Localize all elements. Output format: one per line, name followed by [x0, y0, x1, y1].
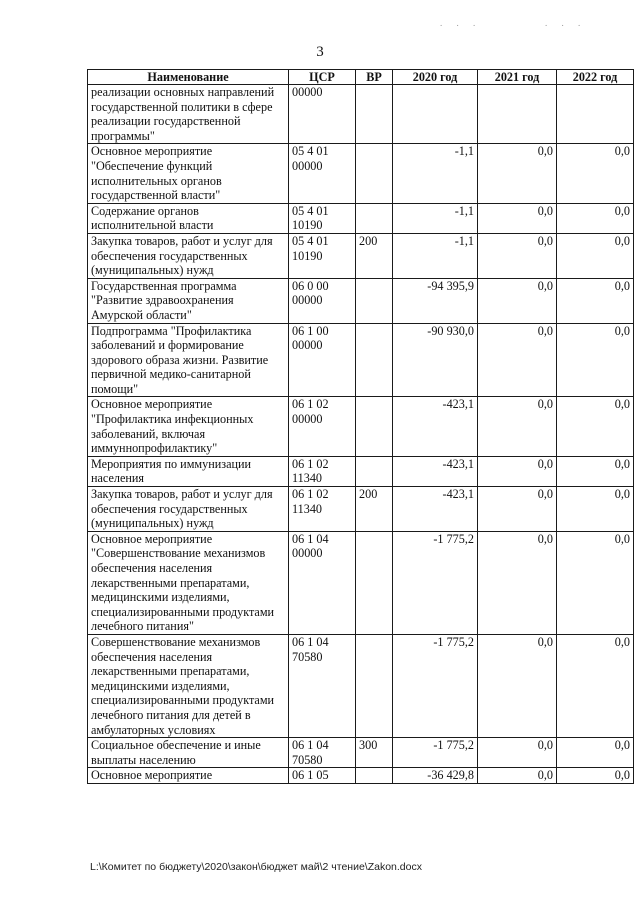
row-2022: 0,0: [557, 323, 634, 397]
row-csr: 06 0 00 00000: [289, 278, 356, 323]
row-2021: 0,0: [478, 634, 557, 737]
row-csr: 05 4 01 00000: [289, 144, 356, 203]
table-header-row: [88, 70, 634, 85]
row-vr: 300: [356, 738, 393, 768]
row-vr: [356, 397, 393, 456]
row-csr: 05 4 01 10190: [289, 203, 356, 233]
row-2020: -1,1: [393, 203, 478, 233]
table-row: [88, 634, 634, 737]
row-name: реализации основных направлений государственной политики в сфере реализации государственной программы": [88, 85, 289, 144]
row-name: Закупка товаров, работ и услуг для обеспечения государственных (муниципальных) нужд: [88, 233, 289, 278]
row-2021: 0,0: [478, 738, 557, 768]
row-csr: 06 1 05: [289, 768, 356, 784]
row-csr: 06 1 04 70580: [289, 738, 356, 768]
row-csr: 00000: [289, 85, 356, 144]
row-2020: -1,1: [393, 233, 478, 278]
row-2021: 0,0: [478, 487, 557, 532]
row-2021: 0,0: [478, 203, 557, 233]
row-2022: 0,0: [557, 144, 634, 203]
table-row: [88, 85, 634, 144]
table-row: [88, 233, 634, 278]
row-2021: 0,0: [478, 323, 557, 397]
column-header-vr: ВР: [356, 70, 393, 85]
table-row: [88, 456, 634, 486]
row-2020: -423,1: [393, 456, 478, 486]
budget-table: [87, 69, 634, 784]
row-csr: 06 1 00 00000: [289, 323, 356, 397]
row-vr: [356, 531, 393, 634]
row-name: Мероприятия по иммунизации населения: [88, 456, 289, 486]
column-header-2021: 2021 год: [478, 70, 557, 85]
table-row: [88, 487, 634, 532]
row-2020: -90 930,0: [393, 323, 478, 397]
row-csr: 06 1 02 11340: [289, 487, 356, 532]
row-2022: 0,0: [557, 531, 634, 634]
row-2020: -1,1: [393, 144, 478, 203]
row-2020: -1 775,2: [393, 738, 478, 768]
row-vr: [356, 634, 393, 737]
row-vr: [356, 278, 393, 323]
row-vr: 200: [356, 233, 393, 278]
row-csr: 06 1 02 11340: [289, 456, 356, 486]
row-2020: -94 395,9: [393, 278, 478, 323]
column-header-2022: 2022 год: [557, 70, 634, 85]
row-2022: 0,0: [557, 738, 634, 768]
scan-speck: . . .: [440, 18, 482, 28]
row-vr: [356, 456, 393, 486]
row-name: Основное мероприятие: [88, 768, 289, 784]
row-vr: [356, 323, 393, 397]
row-2020: -1 775,2: [393, 531, 478, 634]
row-2022: [557, 85, 634, 144]
row-2022: 0,0: [557, 768, 634, 784]
row-vr: [356, 85, 393, 144]
row-name: Основное мероприятие "Совершенствование механизмов обеспечения населения лекарственными препаратами, медицинскими изделиями, специализированными продуктами лечебного питания": [88, 531, 289, 634]
row-2022: 0,0: [557, 397, 634, 456]
row-name: Содержание органов исполнительной власти: [88, 203, 289, 233]
row-csr: 06 1 02 00000: [289, 397, 356, 456]
row-2020: -36 429,8: [393, 768, 478, 784]
row-name: Социальное обеспечение и иные выплаты населению: [88, 738, 289, 768]
row-name: Совершенствование механизмов обеспечения населения лекарственными препаратами, медицинскими изделиями, специализированными продуктами лечебного питания для детей в амбулаторных условиях: [88, 634, 289, 737]
row-2022: 0,0: [557, 203, 634, 233]
row-name: Подпрограмма "Профилактика заболеваний и формирование здорового образа жизни. Развитие первичной медико-санитарной помощи": [88, 323, 289, 397]
table-row: [88, 768, 634, 784]
row-vr: [356, 768, 393, 784]
table-row: [88, 323, 634, 397]
row-2022: 0,0: [557, 278, 634, 323]
row-vr: [356, 203, 393, 233]
table-row: [88, 278, 634, 323]
row-name: Основное мероприятие "Профилактика инфекционных заболеваний, включая иммуннопрофилактику": [88, 397, 289, 456]
row-name: Государственная программа "Развитие здравоохранения Амурской области": [88, 278, 289, 323]
row-2021: [478, 85, 557, 144]
table-row: [88, 203, 634, 233]
footer-file-path: L:\Комитет по бюджету\2020\закон\бюджет май\2 чтение\Zakon.docx: [90, 861, 422, 873]
row-2022: 0,0: [557, 487, 634, 532]
row-2021: 0,0: [478, 233, 557, 278]
row-2021: 0,0: [478, 456, 557, 486]
row-2021: 0,0: [478, 768, 557, 784]
row-vr: [356, 144, 393, 203]
row-2020: -1 775,2: [393, 634, 478, 737]
row-csr: 05 4 01 10190: [289, 233, 356, 278]
table-row: [88, 531, 634, 634]
row-2021: 0,0: [478, 144, 557, 203]
table-row: [88, 738, 634, 768]
row-2021: 0,0: [478, 397, 557, 456]
row-name: Основное мероприятие "Обеспечение функций исполнительных органов государственной власти": [88, 144, 289, 203]
row-2022: 0,0: [557, 456, 634, 486]
row-name: Закупка товаров, работ и услуг для обеспечения государственных (муниципальных) нужд: [88, 487, 289, 532]
row-2022: 0,0: [557, 233, 634, 278]
row-2020: -423,1: [393, 397, 478, 456]
row-csr: 06 1 04 70580: [289, 634, 356, 737]
row-2021: 0,0: [478, 278, 557, 323]
row-2020: -423,1: [393, 487, 478, 532]
row-vr: 200: [356, 487, 393, 532]
row-2020: [393, 85, 478, 144]
column-header-name: Наименование: [88, 70, 289, 85]
row-2022: 0,0: [557, 634, 634, 737]
table-row: [88, 144, 634, 203]
page-number: 3: [316, 44, 324, 60]
column-header-csr: ЦСР: [289, 70, 356, 85]
column-header-2020: 2020 год: [393, 70, 478, 85]
row-2021: 0,0: [478, 531, 557, 634]
table-row: [88, 397, 634, 456]
row-csr: 06 1 04 00000: [289, 531, 356, 634]
scan-speck: . . .: [545, 18, 587, 28]
